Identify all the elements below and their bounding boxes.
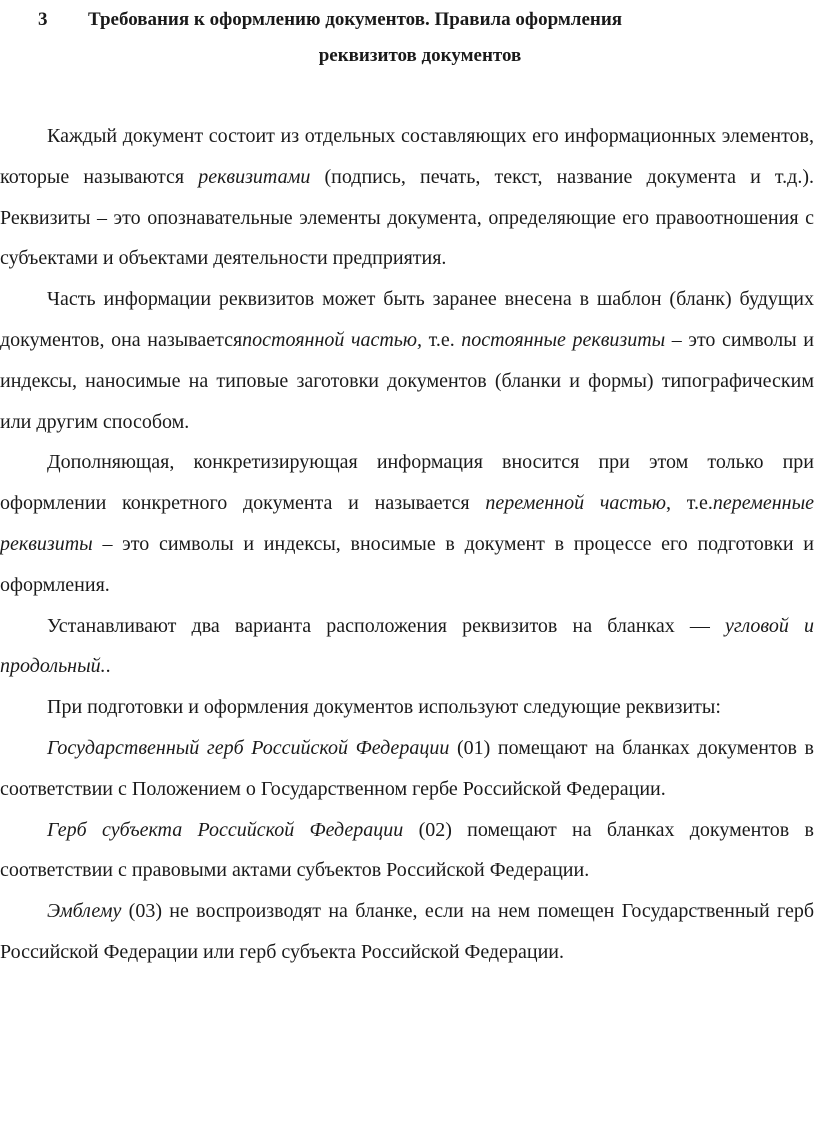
text-segment: (03) не воспроизводят на бланке, если на нем помещен Государственный герб Российской Федерации или герб субъекта Российской Федерации. (0, 900, 814, 963)
text-segment: – это символы и индексы, вносимые в документ в процессе его подготовки и оформления. (0, 532, 814, 596)
section-number: 3 (38, 9, 48, 30)
text-segment: , т.е. (665, 492, 713, 515)
italic-term: переменные реквизиты (0, 492, 814, 555)
text-segment: (подпись, печать, текст, название документа и т.д.). Реквизиты – это опознавательные элементы документа, определяющие его правоотношения с субъектами и объектами деятельности предприятия. (0, 165, 814, 270)
italic-term: Государственный герб Российской Федерации (47, 736, 450, 759)
section-title-line-1: Требования к оформлению документов. Правила оформления (88, 9, 623, 30)
paragraph (0, 606, 814, 688)
italic-term: реквизитами (198, 165, 311, 188)
text-segment: т.е. (422, 328, 462, 351)
italic-term: угловой и продольный. (0, 614, 814, 678)
paragraph (0, 728, 814, 810)
text-segment: – это символы и индексы, наносимые на типовые заготовки документов (бланки и формы) типографическим или другим способом. (0, 328, 814, 433)
paragraph (0, 116, 814, 279)
text-segment: Часть информации реквизитов может быть заранее внесена в шаблон (бланк) будущих документов, она называется (0, 288, 814, 351)
paragraph (0, 279, 814, 442)
paragraph (0, 687, 814, 728)
text-segment: Устанавливают два варианта расположения реквизитов на бланках — (47, 614, 726, 637)
text-segment: (02) помещают на бланках документов в соответствии с правовыми актами субъектов Российской Федерации. (0, 818, 814, 882)
italic-term: Эмблему (47, 900, 122, 923)
section-title-line-2: реквизитов документов (318, 45, 522, 66)
paragraph (0, 810, 814, 892)
text-segment: (01) помещают на бланках документов в соответствии с Положением о Государственном гербе Российской Федерации. (0, 736, 814, 800)
italic-term: постоянные реквизиты (461, 328, 666, 351)
text-segment: Дополняющая, конкретизирующая информация вносится при этом только при оформлении конкретного документа и называется (0, 451, 814, 515)
paragraph (0, 442, 814, 605)
text-segment: . (105, 655, 111, 678)
text-segment: При подготовки и оформления документов используют следующие реквизиты: (47, 696, 721, 719)
italic-term: постоянной частью, (242, 328, 423, 351)
text-segment: Каждый документ состоит из отдельных составляющих его информационных элементов, которые называются (0, 125, 814, 188)
document-body (0, 116, 814, 973)
italic-term: переменной частью (485, 492, 666, 515)
paragraph (0, 891, 814, 973)
italic-term: Герб субъекта Российской Федерации (47, 818, 404, 841)
